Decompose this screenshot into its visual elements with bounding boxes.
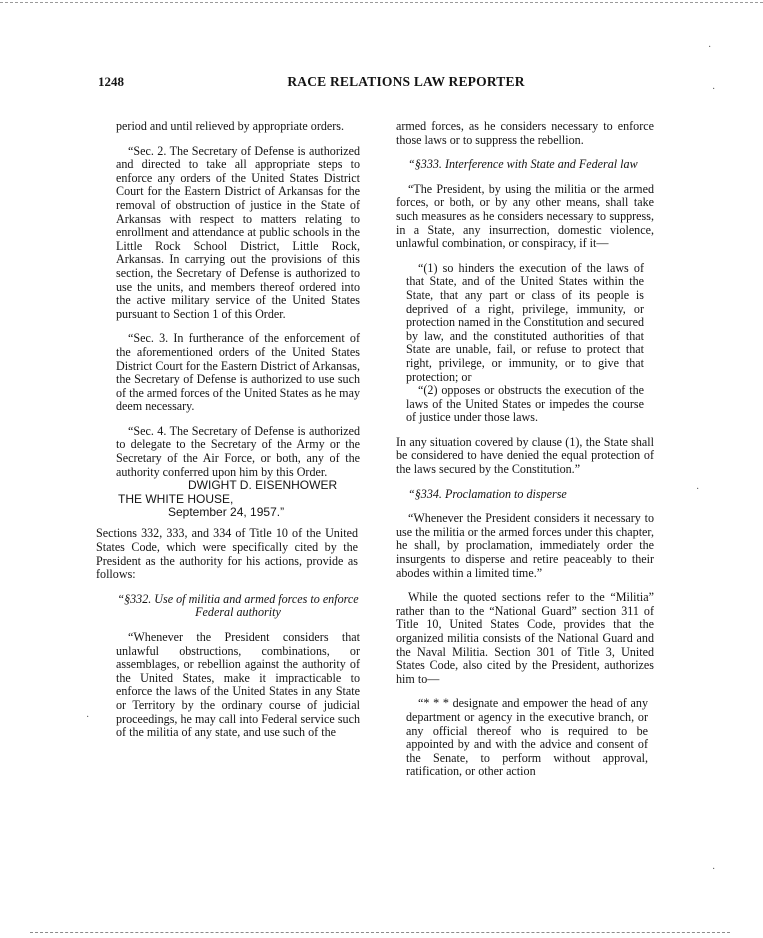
- section-333-text: “The President, by using the militia or the armed forces, or both, or by any other means, shall take such measures as he considers necessary to suppress, in a State, any insurrection, domestic violence, unlawful combination, or conspiracy, if it—: [396, 181, 654, 251]
- scan-speck: ·: [708, 42, 712, 53]
- scan-top-border: [0, 2, 763, 3]
- section-301-quote: “* * * designate and empower the head of any department or agency in the executive branch, or any official thereof who is required to be appointed by and with the advice and consent of the Senate, to perform without approval, ratification, or other action: [406, 696, 648, 779]
- section-4-paragraph: “Sec. 4. The Secretary of Defense is authorized to delegate to the Secretary of the Army or the Secretary of the Air Force, or both, any of the authority conferred upon him by this Order.: [116, 423, 360, 479]
- right-column: [396, 120, 654, 790]
- section-332-caption: “§332. Use of militia and armed forces to enforce Federal authority: [117, 591, 359, 620]
- signature-date: September 24, 1957.”: [168, 505, 285, 520]
- paragraph-continuation: period and until relieved by appropriate orders.: [116, 119, 345, 133]
- section-3-paragraph: “Sec. 3. In furtherance of the enforcement of the aforementioned orders of the United States District Court for the Eastern District of Arkansas, the Secretary of Defense is authorized to use such of the armed forces of the United States as he may deem necessary.: [116, 331, 360, 414]
- running-head: RACE RELATIONS LAW REPORTER: [287, 74, 525, 89]
- militia-paragraph: While the quoted sections refer to the “Militia” rather than to the “National Guard” section 311 of Title 10, United States Code, provides that the organized militia consists of the National Guard and the Naval Militia. Section 301 of Title 3, United States Code, also cited by the President, authorizes him to—: [396, 590, 654, 686]
- sections-intro-paragraph: Sections 332, 333, and 334 of Title 10 of the United States Code, which were specifically cited by the President as the authority for his actions, provide as follows:: [96, 526, 358, 582]
- signature-block: [116, 479, 360, 519]
- scan-speck: ·: [712, 84, 716, 95]
- section-333-caption: “§333. Interference with State and Federal law: [408, 157, 638, 172]
- paragraph-continuation: armed forces, as he considers necessary to enforce those laws or to suppress the rebellion.: [396, 119, 654, 147]
- situation-paragraph: In any situation covered by clause (1), the State shall be considered to have denied the equal protection of the laws secured by the Constitution.”: [396, 434, 654, 477]
- section-332-text: “Whenever the President considers that unlawful obstructions, combinations, or assemblages, or rebellion against the authority of the United States, make it impracticable to enforce the laws of the United States in any State or Territory by the ordinary course of judicial proceedings, he may call into Federal service such of the militia of any state, and use such of the: [116, 630, 360, 740]
- scan-speck: ·: [86, 712, 90, 723]
- section-2-paragraph: “Sec. 2. The Secretary of Defense is authorized and directed to take all appropriate steps to enforce any orders of the United States District Court for the Eastern District of Arkansas for the removal of obstruction of justice in the State of Arkansas with respect to matters relating to enrollment and attendance at public schools in the Little Rock School District, Little Rock, Arkansas. In carrying out the provisions of this section, the Secretary of Defense is authorized to use the units, and members thereof ordered into the active military service of the United States pursuant to Section 1 of this Order.: [116, 143, 360, 321]
- scan-speck: ·: [696, 484, 700, 495]
- section-334-caption: “§334. Proclamation to disperse: [408, 486, 567, 501]
- clause-2: “(2) opposes or obstructs the execution of the laws of the United States or impedes the course of justice under those laws.: [406, 383, 644, 425]
- clause-1: “(1) so hinders the execution of the laws of that State, and of the United States within the State, that any part or class of its people is deprived of a right, privilege, immunity, or protection named in the Constitution and secured by law, and the constituted authorities of that State are unable, fail, or refuse to protect that right, privilege, or immunity, or to give that protection; or: [406, 260, 644, 384]
- page-header: [98, 74, 714, 94]
- scan-bottom-border: [30, 932, 730, 933]
- left-column: [96, 119, 360, 751]
- section-334-text: “Whenever the President considers it necessary to use the militia or the armed forces under this chapter, he shall, by proclamation, immediately order the insurgents to disperse and retire peaceably to their abodes within a limited time.”: [396, 511, 654, 580]
- scan-speck: ·: [712, 864, 716, 875]
- signature-place: THE WHITE HOUSE,: [118, 491, 234, 506]
- page-number: 1248: [98, 74, 124, 89]
- signature-name: DWIGHT D. EISENHOWER: [188, 478, 338, 493]
